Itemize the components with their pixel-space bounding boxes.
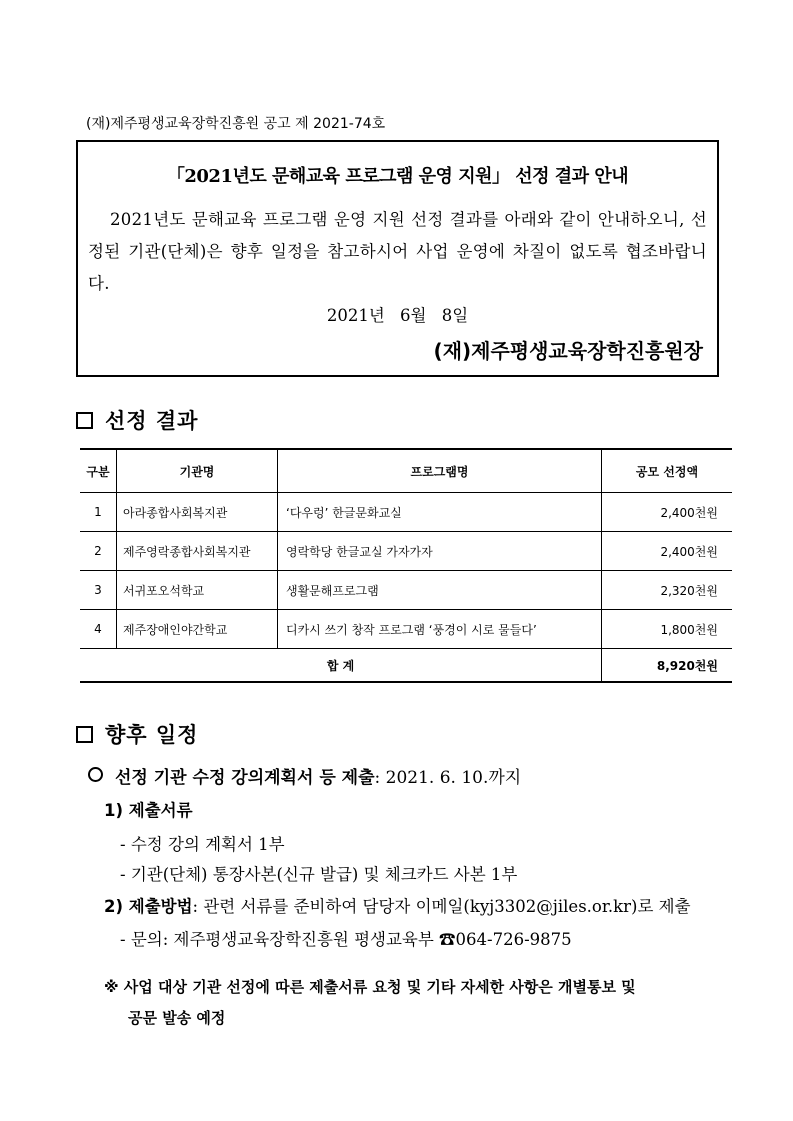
result-table xyxy=(80,448,732,683)
cell-no: 2 xyxy=(80,532,117,571)
method-label: 2) 제출방법 xyxy=(104,897,193,916)
header-cell: 공모 선정액 xyxy=(602,449,733,493)
cell-program: 디카시 쓰기 창작 프로그램 ‘풍경이 시로 물들다’ xyxy=(278,610,602,649)
cell-amount: 2,400천원 xyxy=(602,532,733,571)
notice-title: 「2021년도 문해교육 프로그램 운영 지원」 선정 결과 안내 xyxy=(166,166,629,187)
cell-program: 영락학당 한글교실 가자가자 xyxy=(278,532,602,571)
cell-organization: 제주영락종합사회복지관 xyxy=(117,532,278,571)
header-cell: 프로그램명 xyxy=(278,449,602,493)
cell-organization: 아라종합사회복지관 xyxy=(117,493,278,532)
cell-amount: 2,320천원 xyxy=(602,571,733,610)
contact-info: - 문의: 제주평생교육장학진흥원 평생교육부 ☎064-726-9875 xyxy=(120,930,572,949)
doc-item: - 기관(단체) 통장사본(신규 발급) 및 체크카드 사본 1부 xyxy=(120,865,518,884)
notice-date: 2021년 6월 8일 xyxy=(326,306,469,325)
table-header-row xyxy=(80,449,732,493)
notice-box xyxy=(76,140,719,377)
notice-number: (재)제주평생교육장학진흥원 공고 제 2021-74호 xyxy=(86,116,386,132)
table-row xyxy=(80,610,732,649)
table-total-row xyxy=(80,649,732,683)
remark-line: ※ 사업 대상 기관 선정에 따른 제출서류 요청 및 기타 자세한 사항은 개별통보 및 xyxy=(104,978,636,996)
table-row xyxy=(80,493,732,532)
remark-note xyxy=(104,972,740,1034)
header-cell: 기관명 xyxy=(117,449,278,493)
total-value: 8,920천원 xyxy=(602,649,733,683)
table-row xyxy=(80,532,732,571)
remark-line: 공문 발송 예정 xyxy=(128,1009,226,1027)
cell-organization: 제주장애인야간학교 xyxy=(117,610,278,649)
schedule-item-label: 선정 기관 수정 강의계획서 등 제출 xyxy=(115,768,375,788)
checkbox-icon xyxy=(76,412,93,429)
cell-no: 1 xyxy=(80,493,117,532)
table-row xyxy=(80,571,732,610)
cell-program: 생활문해프로그램 xyxy=(278,571,602,610)
cell-organization: 서귀포오석학교 xyxy=(117,571,278,610)
notice-body: 2021년도 문해교육 프로그램 운영 지원 선정 결과를 아래와 같이 안내하오니, 선정된 기관(단체)은 향후 일정을 참고하시어 사업 운영에 차질이 없도록 협조바랍니다. xyxy=(88,210,707,293)
cell-no: 3 xyxy=(80,571,117,610)
schedule-item xyxy=(88,763,521,788)
submit-method xyxy=(104,893,691,917)
circle-bullet-icon xyxy=(88,767,103,782)
cell-amount: 1,800천원 xyxy=(602,610,733,649)
section-heading-result xyxy=(76,405,198,435)
header-cell: 구분 xyxy=(80,449,117,493)
cell-amount: 2,400천원 xyxy=(602,493,733,532)
section-heading-schedule xyxy=(76,719,198,749)
section-title: 향후 일정 xyxy=(105,723,199,747)
notice-issuer: (재)제주평생교육장학진흥원장 xyxy=(433,339,703,363)
schedule-item-value: : 2021. 6. 10.까지 xyxy=(374,768,522,788)
section-title: 선정 결과 xyxy=(105,409,199,433)
cell-no: 4 xyxy=(80,610,117,649)
docs-heading: 1) 제출서류 xyxy=(104,801,193,820)
checkbox-icon xyxy=(76,726,93,743)
cell-program: ‘다우렁’ 한글문화교실 xyxy=(278,493,602,532)
doc-item: - 수정 강의 계획서 1부 xyxy=(120,835,285,854)
total-label: 합 계 xyxy=(80,649,602,683)
method-value: : 관련 서류를 준비하여 담당자 이메일(kyj3302@jiles.or.kr)로 제출 xyxy=(192,897,691,916)
